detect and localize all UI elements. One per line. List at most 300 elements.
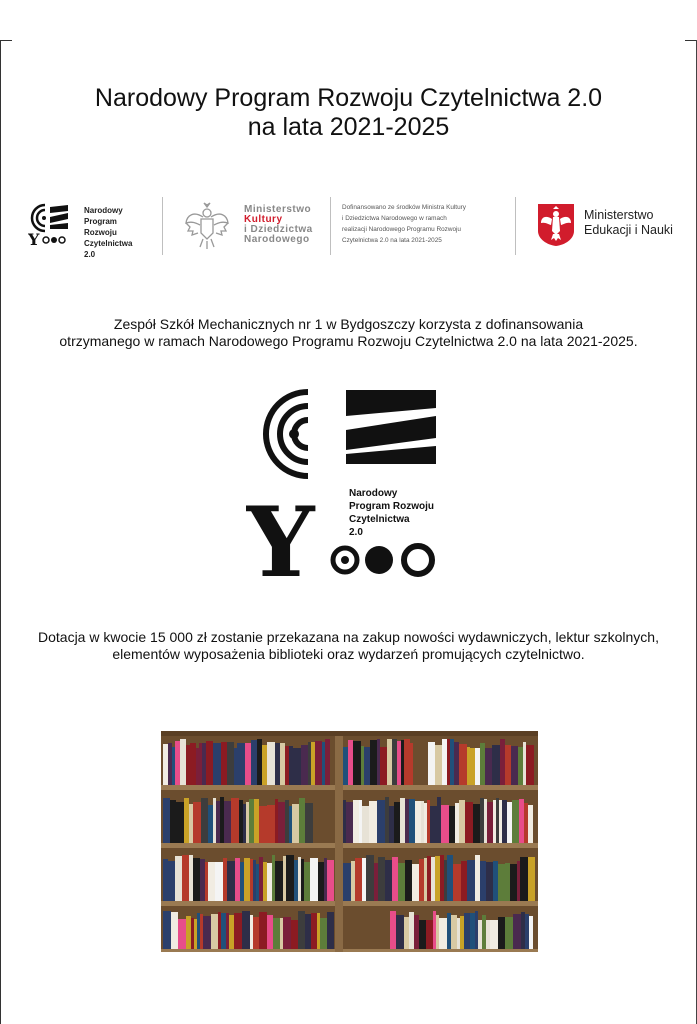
book-spine bbox=[390, 911, 396, 949]
book-spine bbox=[318, 862, 324, 901]
book-spine bbox=[299, 798, 305, 843]
book-spine bbox=[467, 747, 470, 785]
book-spine bbox=[400, 798, 405, 843]
book-spine bbox=[231, 798, 239, 843]
book-spine bbox=[461, 861, 467, 901]
nprc-large-logo-icon bbox=[246, 386, 442, 582]
book-spine bbox=[374, 863, 378, 901]
book-spine bbox=[259, 806, 267, 843]
book-spine bbox=[486, 920, 490, 949]
book-spine bbox=[353, 741, 361, 785]
book-spine bbox=[378, 857, 385, 901]
intro-line-1: Zespół Szkół Mechanicznych nr 1 w Bydgoszczy korzysta z dofinansowania bbox=[113, 316, 584, 332]
book-spine bbox=[275, 799, 278, 843]
book-spine bbox=[436, 915, 439, 949]
book-spine bbox=[275, 861, 283, 901]
book-spine bbox=[171, 912, 178, 949]
book-spine bbox=[377, 800, 385, 843]
book-spine bbox=[324, 858, 327, 901]
book-spine bbox=[250, 859, 253, 901]
book-spine bbox=[482, 915, 486, 949]
book-spine bbox=[369, 801, 377, 843]
book-spine bbox=[202, 743, 206, 785]
book-spine bbox=[419, 920, 426, 949]
book-spine bbox=[526, 745, 534, 785]
shelf-board bbox=[161, 949, 538, 952]
book-spine bbox=[220, 797, 224, 843]
book-spine bbox=[180, 739, 186, 785]
book-spine bbox=[385, 860, 392, 901]
book-spine bbox=[259, 912, 267, 949]
book-spine bbox=[510, 864, 517, 901]
book-spine bbox=[191, 918, 194, 949]
book-spine bbox=[245, 743, 251, 785]
book-spine bbox=[251, 740, 257, 785]
book-spine bbox=[398, 863, 405, 901]
book-spine bbox=[168, 861, 175, 901]
svg-text:Y: Y bbox=[28, 230, 40, 247]
grant-line-2: elementów wyposażenia biblioteki oraz wydarzeń promujących czytelnictwo. bbox=[112, 646, 585, 662]
book-spine bbox=[380, 747, 387, 785]
book-spine bbox=[206, 741, 213, 785]
book-spine bbox=[392, 857, 398, 901]
book-spine bbox=[244, 858, 250, 901]
shelf-board bbox=[161, 901, 538, 906]
book-spine bbox=[512, 800, 519, 843]
book-spine bbox=[221, 913, 226, 949]
funding-line: Czytelnictwa 2.0 na lata 2021-2025 bbox=[342, 237, 442, 244]
nprc-large-logo-text bbox=[349, 487, 434, 539]
book-spine bbox=[283, 917, 291, 949]
book-spine bbox=[283, 856, 286, 901]
book-spine bbox=[459, 744, 467, 785]
book-spine bbox=[419, 859, 424, 901]
funding-line: realizacji Narodowego Programu Rozwoju bbox=[342, 226, 461, 233]
book-spine bbox=[298, 911, 305, 949]
book-spine bbox=[213, 798, 216, 843]
book-spine bbox=[178, 919, 186, 949]
book-spine bbox=[505, 863, 510, 901]
book-spine bbox=[199, 743, 202, 785]
book-spine bbox=[208, 805, 213, 843]
book-spine bbox=[213, 743, 221, 785]
book-spine bbox=[520, 857, 528, 901]
book-spine bbox=[498, 917, 505, 949]
book-spine bbox=[250, 915, 253, 949]
book-spine bbox=[263, 862, 267, 901]
book-spine bbox=[259, 857, 263, 901]
mkdn-line: Ministerstwo bbox=[244, 204, 312, 215]
book-spine bbox=[505, 917, 513, 949]
book-spine bbox=[311, 913, 317, 949]
book-spine bbox=[211, 914, 218, 949]
book-spine bbox=[189, 855, 193, 901]
book-spine bbox=[289, 806, 292, 843]
book-spine bbox=[486, 862, 493, 901]
logo-strip bbox=[0, 193, 697, 263]
book-spine bbox=[172, 747, 175, 785]
book-spine bbox=[305, 914, 311, 949]
book-spine bbox=[480, 861, 486, 901]
book-spine bbox=[484, 799, 487, 843]
book-spine bbox=[410, 743, 413, 785]
book-spine bbox=[343, 800, 346, 843]
book-spine bbox=[454, 742, 459, 785]
shelf-board bbox=[161, 785, 538, 790]
book-spine bbox=[186, 745, 190, 785]
book-spine bbox=[194, 919, 197, 949]
book-spine bbox=[257, 739, 262, 785]
book-spine bbox=[459, 800, 465, 843]
book-spine bbox=[377, 739, 380, 785]
crop-mark bbox=[0, 40, 12, 41]
book-spine bbox=[298, 857, 301, 901]
book-spine bbox=[310, 858, 318, 901]
shelf-board bbox=[161, 843, 538, 848]
book-spine bbox=[253, 860, 256, 901]
book-spine bbox=[351, 861, 355, 901]
book-spine bbox=[343, 863, 351, 901]
book-spine bbox=[234, 913, 242, 949]
book-spine bbox=[440, 855, 444, 901]
book-spine bbox=[353, 800, 359, 843]
book-spine bbox=[189, 804, 193, 843]
book-spine bbox=[490, 920, 498, 949]
book-spine bbox=[431, 857, 435, 901]
book-spine bbox=[405, 799, 409, 843]
book-spine bbox=[193, 858, 200, 901]
book-spine bbox=[518, 747, 523, 785]
book-spine bbox=[447, 739, 450, 785]
mein-emblem-icon bbox=[537, 203, 575, 247]
book-spine bbox=[237, 743, 245, 785]
big-logo-line: Program Rozwoju bbox=[349, 501, 435, 512]
book-spine bbox=[221, 742, 227, 785]
funding-note bbox=[342, 202, 512, 246]
nprc-line: Rozwoju bbox=[84, 228, 117, 237]
book-spine bbox=[235, 858, 240, 901]
book-spine bbox=[404, 917, 409, 949]
book-spine bbox=[492, 745, 500, 785]
book-spine bbox=[201, 798, 208, 843]
shelf-divider bbox=[335, 731, 343, 952]
book-spine bbox=[427, 856, 431, 901]
book-spine bbox=[499, 800, 502, 843]
book-spine bbox=[439, 918, 447, 949]
book-spine bbox=[457, 918, 460, 949]
book-spine bbox=[234, 748, 237, 785]
book-spine bbox=[182, 855, 189, 901]
grant-line-1: Dotacja w kwocie 15 000 zł zostanie przekazana na zakup nowości wydawniczych, lektur szkolnych, bbox=[38, 629, 659, 645]
book-spine bbox=[523, 742, 526, 785]
book-spine bbox=[205, 862, 208, 901]
book-spine bbox=[325, 739, 330, 785]
book-spine bbox=[524, 803, 528, 843]
book-spine bbox=[465, 802, 473, 843]
book-spine bbox=[304, 862, 310, 901]
svg-text:Y: Y bbox=[246, 486, 315, 582]
big-logo-line: 2.0 bbox=[349, 527, 363, 538]
book-spine bbox=[428, 742, 435, 785]
book-spine bbox=[190, 743, 196, 785]
mkdn-line: i Dziedzictwa bbox=[244, 224, 313, 235]
book-spine bbox=[467, 860, 475, 901]
intro-paragraph bbox=[0, 316, 697, 350]
book-spine bbox=[449, 806, 455, 843]
nprc-line: Program bbox=[84, 217, 117, 226]
book-spine bbox=[163, 744, 168, 785]
book-spine bbox=[249, 799, 254, 843]
book-spine bbox=[176, 802, 184, 843]
grant-paragraph bbox=[0, 629, 697, 663]
book-spine bbox=[517, 861, 520, 901]
book-spine bbox=[475, 911, 478, 949]
book-spine bbox=[196, 748, 199, 785]
book-spine bbox=[401, 740, 404, 785]
book-spine bbox=[441, 805, 449, 843]
book-spine bbox=[226, 913, 229, 949]
book-spine bbox=[470, 913, 475, 949]
book-spine bbox=[364, 747, 370, 785]
page-title bbox=[0, 84, 697, 142]
book-spine bbox=[505, 745, 511, 785]
book-spine bbox=[322, 742, 325, 785]
book-spine bbox=[163, 798, 170, 843]
book-spine bbox=[200, 859, 205, 901]
book-spine bbox=[327, 860, 334, 901]
book-spine bbox=[273, 918, 280, 949]
book-spine bbox=[229, 915, 234, 949]
book-spine bbox=[278, 802, 285, 843]
book-spine bbox=[442, 739, 447, 785]
book-spine bbox=[525, 914, 529, 949]
book-spine bbox=[451, 915, 457, 949]
crop-mark bbox=[0, 40, 1, 1024]
book-spine bbox=[346, 802, 353, 843]
title-line-1: Narodowy Program Rozwoju Czytelnictwa 2.0 bbox=[94, 84, 603, 112]
book-spine bbox=[197, 913, 200, 949]
book-spine bbox=[254, 799, 259, 843]
book-spine bbox=[359, 800, 362, 843]
book-spine bbox=[240, 862, 244, 901]
book-spine bbox=[343, 747, 348, 785]
title-line-2: na lata 2021-2025 bbox=[247, 113, 450, 141]
mkdn-line: Narodowego bbox=[244, 234, 310, 245]
book-spine bbox=[243, 804, 246, 843]
book-spine bbox=[366, 855, 374, 901]
book-spine bbox=[396, 915, 404, 949]
book-spine bbox=[385, 797, 389, 843]
book-spine bbox=[289, 746, 293, 785]
book-spine bbox=[478, 920, 482, 949]
book-spine bbox=[285, 800, 289, 843]
funding-line: Dofinansowano ze środków Ministra Kultury bbox=[342, 204, 466, 211]
book-spine bbox=[348, 740, 353, 785]
book-spine bbox=[415, 801, 421, 843]
book-spine bbox=[311, 742, 315, 785]
book-spine bbox=[473, 804, 480, 843]
nprc-line: Czytelnictwa bbox=[84, 239, 133, 248]
book-spine bbox=[455, 803, 459, 843]
book-spine bbox=[253, 917, 259, 949]
book-spine bbox=[485, 748, 492, 785]
book-spine bbox=[223, 858, 227, 901]
book-spine bbox=[453, 864, 461, 901]
nprc-line: Narodowy bbox=[84, 206, 123, 215]
book-spine bbox=[447, 855, 453, 901]
nprc-logo-text bbox=[84, 205, 132, 260]
book-spine bbox=[394, 802, 400, 843]
book-spine bbox=[308, 742, 311, 785]
book-spine bbox=[496, 798, 499, 843]
book-spine bbox=[203, 916, 211, 949]
book-spine bbox=[447, 913, 451, 949]
book-spine bbox=[208, 862, 215, 901]
book-spine bbox=[412, 864, 419, 901]
book-spine bbox=[389, 806, 394, 843]
book-spine bbox=[301, 745, 308, 785]
book-spine bbox=[305, 803, 313, 843]
book-spine bbox=[470, 748, 475, 785]
book-spine bbox=[216, 801, 220, 843]
book-spine bbox=[227, 861, 235, 901]
book-spine bbox=[163, 859, 168, 901]
mein-logo-text bbox=[584, 208, 673, 238]
book-spine bbox=[317, 913, 320, 949]
book-spine bbox=[435, 745, 442, 785]
book-spine bbox=[285, 746, 289, 785]
book-spine bbox=[361, 746, 364, 785]
book-spine bbox=[493, 800, 496, 843]
book-spine bbox=[355, 858, 362, 901]
book-spine bbox=[170, 800, 176, 843]
mein-line: Ministerstwo bbox=[584, 208, 654, 222]
big-logo-line: Czytelnictwa bbox=[349, 514, 410, 525]
eagle-emblem-icon bbox=[184, 201, 230, 251]
book-spine bbox=[404, 739, 410, 785]
book-spine bbox=[227, 742, 234, 785]
shelf-top bbox=[161, 731, 538, 736]
book-spine bbox=[493, 861, 498, 901]
book-spine bbox=[513, 914, 521, 949]
book-spine bbox=[224, 801, 231, 843]
mein-line: Edukacji i Nauki bbox=[584, 223, 673, 237]
book-spine bbox=[315, 741, 322, 785]
book-spine bbox=[293, 748, 301, 785]
big-logo-line: Narodowy bbox=[349, 488, 398, 499]
book-spine bbox=[480, 743, 485, 785]
book-spine bbox=[424, 803, 427, 843]
book-spine bbox=[464, 913, 470, 949]
mkdn-line: Kultury bbox=[244, 214, 283, 225]
divider bbox=[330, 197, 331, 255]
book-spine bbox=[280, 918, 283, 949]
book-spine bbox=[475, 855, 480, 901]
book-spine bbox=[397, 741, 401, 785]
book-spine bbox=[327, 912, 334, 949]
book-spine bbox=[528, 805, 533, 843]
nprc-logo-icon bbox=[28, 203, 76, 247]
book-spine bbox=[502, 800, 507, 843]
bookshelf-photo bbox=[161, 731, 538, 952]
book-spine bbox=[475, 748, 480, 785]
book-spine bbox=[186, 916, 191, 949]
book-spine bbox=[370, 740, 377, 785]
book-spine bbox=[193, 802, 201, 843]
book-spine bbox=[267, 805, 275, 843]
intro-line-2: otrzymanego w ramach Narodowego Programu Rozwoju Czytelnictwa 2.0 na lata 2021-2025. bbox=[59, 333, 638, 349]
book-spine bbox=[437, 797, 441, 843]
book-spine bbox=[507, 802, 512, 843]
book-spine bbox=[450, 739, 454, 785]
book-spine bbox=[275, 743, 280, 785]
book-spine bbox=[421, 801, 424, 843]
book-spine bbox=[239, 800, 243, 843]
book-spine bbox=[256, 864, 259, 901]
book-spine bbox=[163, 911, 171, 949]
book-spine bbox=[444, 860, 447, 901]
funding-line: i Dziedzictwa Narodowego w ramach bbox=[342, 215, 447, 222]
book-spine bbox=[414, 915, 419, 949]
book-spine bbox=[272, 855, 275, 901]
book-spine bbox=[267, 742, 275, 785]
book-spine bbox=[519, 799, 524, 843]
book-spine bbox=[480, 798, 484, 843]
book-spine bbox=[301, 859, 304, 901]
book-spine bbox=[387, 739, 392, 785]
book-spine bbox=[184, 798, 189, 843]
book-spine bbox=[460, 916, 464, 949]
book-spine bbox=[424, 858, 427, 901]
book-spine bbox=[427, 800, 430, 843]
book-spine bbox=[286, 855, 294, 901]
book-spine bbox=[511, 746, 518, 785]
book-spine bbox=[409, 799, 415, 843]
book-spine bbox=[405, 860, 412, 901]
book-spine bbox=[320, 918, 327, 949]
nprc-line: 2.0 bbox=[84, 250, 96, 259]
book-spine bbox=[433, 911, 436, 949]
book-spine bbox=[218, 912, 221, 949]
book-spine bbox=[168, 743, 172, 785]
book-spine bbox=[294, 860, 298, 901]
book-spine bbox=[426, 920, 433, 949]
book-spine bbox=[175, 741, 180, 785]
book-spine bbox=[175, 856, 182, 901]
book-spine bbox=[267, 915, 273, 949]
book-spine bbox=[498, 864, 505, 901]
book-spine bbox=[262, 745, 267, 785]
book-spine bbox=[362, 806, 369, 843]
divider bbox=[515, 197, 516, 255]
bookshelf-image bbox=[161, 731, 538, 952]
book-spine bbox=[267, 863, 272, 901]
book-spine bbox=[392, 739, 397, 785]
book-spine bbox=[291, 920, 298, 949]
book-spine bbox=[246, 802, 249, 843]
book-spine bbox=[435, 856, 440, 901]
book-spine bbox=[521, 912, 525, 949]
book-spine bbox=[409, 912, 414, 949]
book-spine bbox=[529, 916, 533, 949]
book-spine bbox=[215, 862, 223, 901]
book-spine bbox=[280, 743, 285, 785]
divider bbox=[162, 197, 163, 255]
book-spine bbox=[242, 911, 250, 949]
book-spine bbox=[362, 858, 366, 901]
book-spine bbox=[487, 802, 493, 843]
book-spine bbox=[430, 806, 437, 843]
